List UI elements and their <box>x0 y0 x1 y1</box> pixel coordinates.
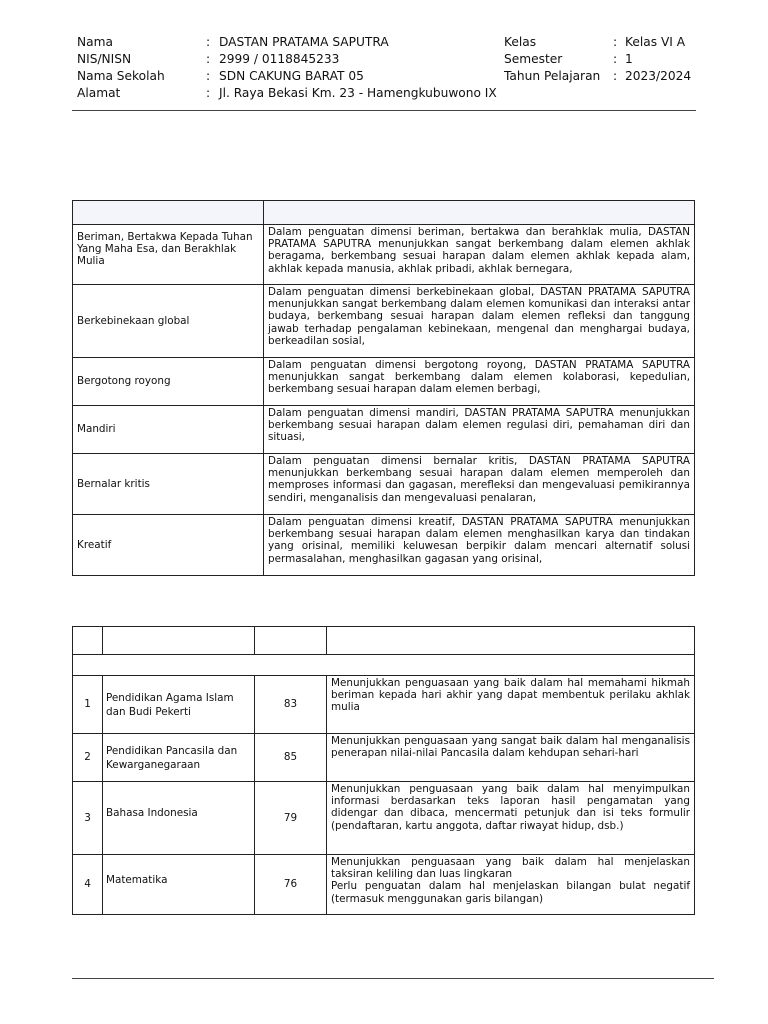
identity-colon: : <box>206 52 211 66</box>
identity-label: NIS/NISN <box>77 52 132 66</box>
dimensi-name: Berkebinekaan global <box>73 285 264 358</box>
identity-colon: : <box>613 35 618 49</box>
table-row <box>73 734 695 782</box>
dimensi-description: Dalam penguatan dimensi beriman, bertakwa dan berahklak mulia, DASTAN PRATAMA SAPUTRA menunjukkan sangat berkembang dalam elemen akhlak beragama, berkembang sesuai harapan dalam elemen akhlak kepada alam, akhlak kepada manusia, akhlak pribadi, akhlak bernegara, <box>264 225 695 285</box>
table-row <box>73 406 695 454</box>
score-value: 79 <box>255 782 327 855</box>
header-divider <box>72 110 696 111</box>
identity-value: 2023/2024 <box>625 69 692 83</box>
header-cell <box>73 201 264 225</box>
identity-value: Jl. Raya Bekasi Km. 23 - Hamengkubuwono IX <box>219 86 497 100</box>
table-row <box>73 454 695 515</box>
dimensi-description: Dalam penguatan dimensi bergotong royong, DASTAN PRATAMA SAPUTRA menunjukkan sangat berkembang dalam elemen kolaborasi, kepedulian, berkembang sesuai harapan dalam elemen berbagi, <box>264 358 695 406</box>
identity-label: Kelas <box>504 35 537 49</box>
subject-name: Pendidikan Agama Islam dan Budi Pekerti <box>103 676 255 734</box>
group-label <box>73 655 695 676</box>
table-row <box>73 676 695 734</box>
dimensi-name: Kreatif <box>73 515 264 576</box>
footer-divider <box>72 978 714 979</box>
header-cell <box>103 627 255 655</box>
row-number: 1 <box>73 676 103 734</box>
dimensi-name: Bernalar kritis <box>73 454 264 515</box>
dimensi-description: Dalam penguatan dimensi berkebinekaan global, DASTAN PRATAMA SAPUTRA menunjukkan sangat berkembang dalam elemen komunikasi dan interaksi antar budaya, berkembang sesuai harapan dalam elemen refleksi dan tanggung jawab terhadap pengalaman kebinekaan, mengenal dan menghargai budaya, berkeadilan sosial, <box>264 285 695 358</box>
identity-colon: : <box>206 69 211 83</box>
achievement-line: Perlu penguatan dalam hal menjelaskan bilangan bulat negatif (termasuk menggunakan garis bilangan) <box>331 880 690 905</box>
dimensi-table <box>72 200 695 576</box>
table-row <box>73 285 695 358</box>
identity-label: Nama Sekolah <box>77 69 165 83</box>
identity-colon: : <box>613 69 618 83</box>
achievement-description <box>327 734 695 782</box>
group-row <box>73 655 695 676</box>
identity-colon: : <box>206 35 211 49</box>
dimensi-name: Bergotong royong <box>73 358 264 406</box>
identity-value: Kelas VI A <box>625 35 686 49</box>
table-row <box>73 782 695 855</box>
achievement-description <box>327 676 695 734</box>
table-header-row <box>73 627 695 655</box>
header-cell <box>264 201 695 225</box>
identity-label: Semester <box>504 52 563 66</box>
identity-value: SDN CAKUNG BARAT 05 <box>219 69 364 83</box>
identity-label: Tahun Pelajaran <box>504 69 601 83</box>
score-value: 76 <box>255 855 327 915</box>
subject-name: Matematika <box>103 855 255 915</box>
row-number: 3 <box>73 782 103 855</box>
subject-name: Pendidikan Pancasila dan Kewarganegaraan <box>103 734 255 782</box>
achievement-description <box>327 855 695 915</box>
identity-value: 2999 / 0118845233 <box>219 52 340 66</box>
header-cell <box>73 627 103 655</box>
achievement-line: Menunjukkan penguasaan yang baik dalam hal menjelaskan taksiran keliling dan luas lingkaran <box>331 856 690 881</box>
dimensi-description: Dalam penguatan dimensi kreatif, DASTAN PRATAMA SAPUTRA menunjukkan berkembang sesuai harapan dalam elemen menghasilkan karya dan tindakan yang orisinal, memiliki keluwesan berpikir dalam mencari alternatif solusi permasalahan, menghasilkan gagasan yang orisinal, <box>264 515 695 576</box>
dimensi-description: Dalam penguatan dimensi mandiri, DASTAN PRATAMA SAPUTRA menunjukkan berkembang sesuai harapan dalam elemen regulasi diri, pemahaman diri dan situasi, <box>264 406 695 454</box>
subject-name: Bahasa Indonesia <box>103 782 255 855</box>
table-header-row <box>73 201 695 225</box>
score-value: 85 <box>255 734 327 782</box>
dimensi-name: Beriman, Bertakwa Kepada Tuhan Yang Maha Esa, dan Berakhlak Mulia <box>73 225 264 285</box>
achievement-line: Menunjukkan penguasaan yang baik dalam hal menyimpulkan informasi berdasarkan teks laporan hasil pengamatan yang didengar dan dibaca, mencermati petunjuk dan isi teks formulir (pendaftaran, kartu anggota, daftar riwayat hidup, dsb.) <box>331 783 690 832</box>
achievement-description <box>327 782 695 855</box>
identity-label: Nama <box>77 35 113 49</box>
header-cell <box>327 627 695 655</box>
row-number: 2 <box>73 734 103 782</box>
identity-value: 1 <box>625 52 633 66</box>
dimensi-description: Dalam penguatan dimensi bernalar kritis, DASTAN PRATAMA SAPUTRA menunjukkan berkembang sesuai harapan dalam elemen memperoleh dan memproses informasi dan gagasan, merefleksi dan mengevaluasi pemikirannya sendiri, menganalisis dan mengevaluasi penalaran, <box>264 454 695 515</box>
identity-value: DASTAN PRATAMA SAPUTRA <box>219 35 389 49</box>
identity-colon: : <box>613 52 618 66</box>
achievement-line: Menunjukkan penguasaan yang baik dalam hal memahami hikmah beriman kepada hari akhir yang dapat membentuk perilaku akhlak mulia <box>331 677 690 714</box>
table-row <box>73 855 695 915</box>
row-number: 4 <box>73 855 103 915</box>
identity-colon: : <box>206 86 211 100</box>
dimensi-name: Mandiri <box>73 406 264 454</box>
table-row <box>73 515 695 576</box>
table-row <box>73 225 695 285</box>
nilai-table <box>72 626 695 915</box>
achievement-line: Menunjukkan penguasaan yang sangat baik dalam hal menganalisis penerapan nilai-nilai Pancasila dalam kehdupan sehari-hari <box>331 735 690 760</box>
table-row <box>73 358 695 406</box>
score-value: 83 <box>255 676 327 734</box>
header-cell <box>255 627 327 655</box>
identity-label: Alamat <box>77 86 121 100</box>
